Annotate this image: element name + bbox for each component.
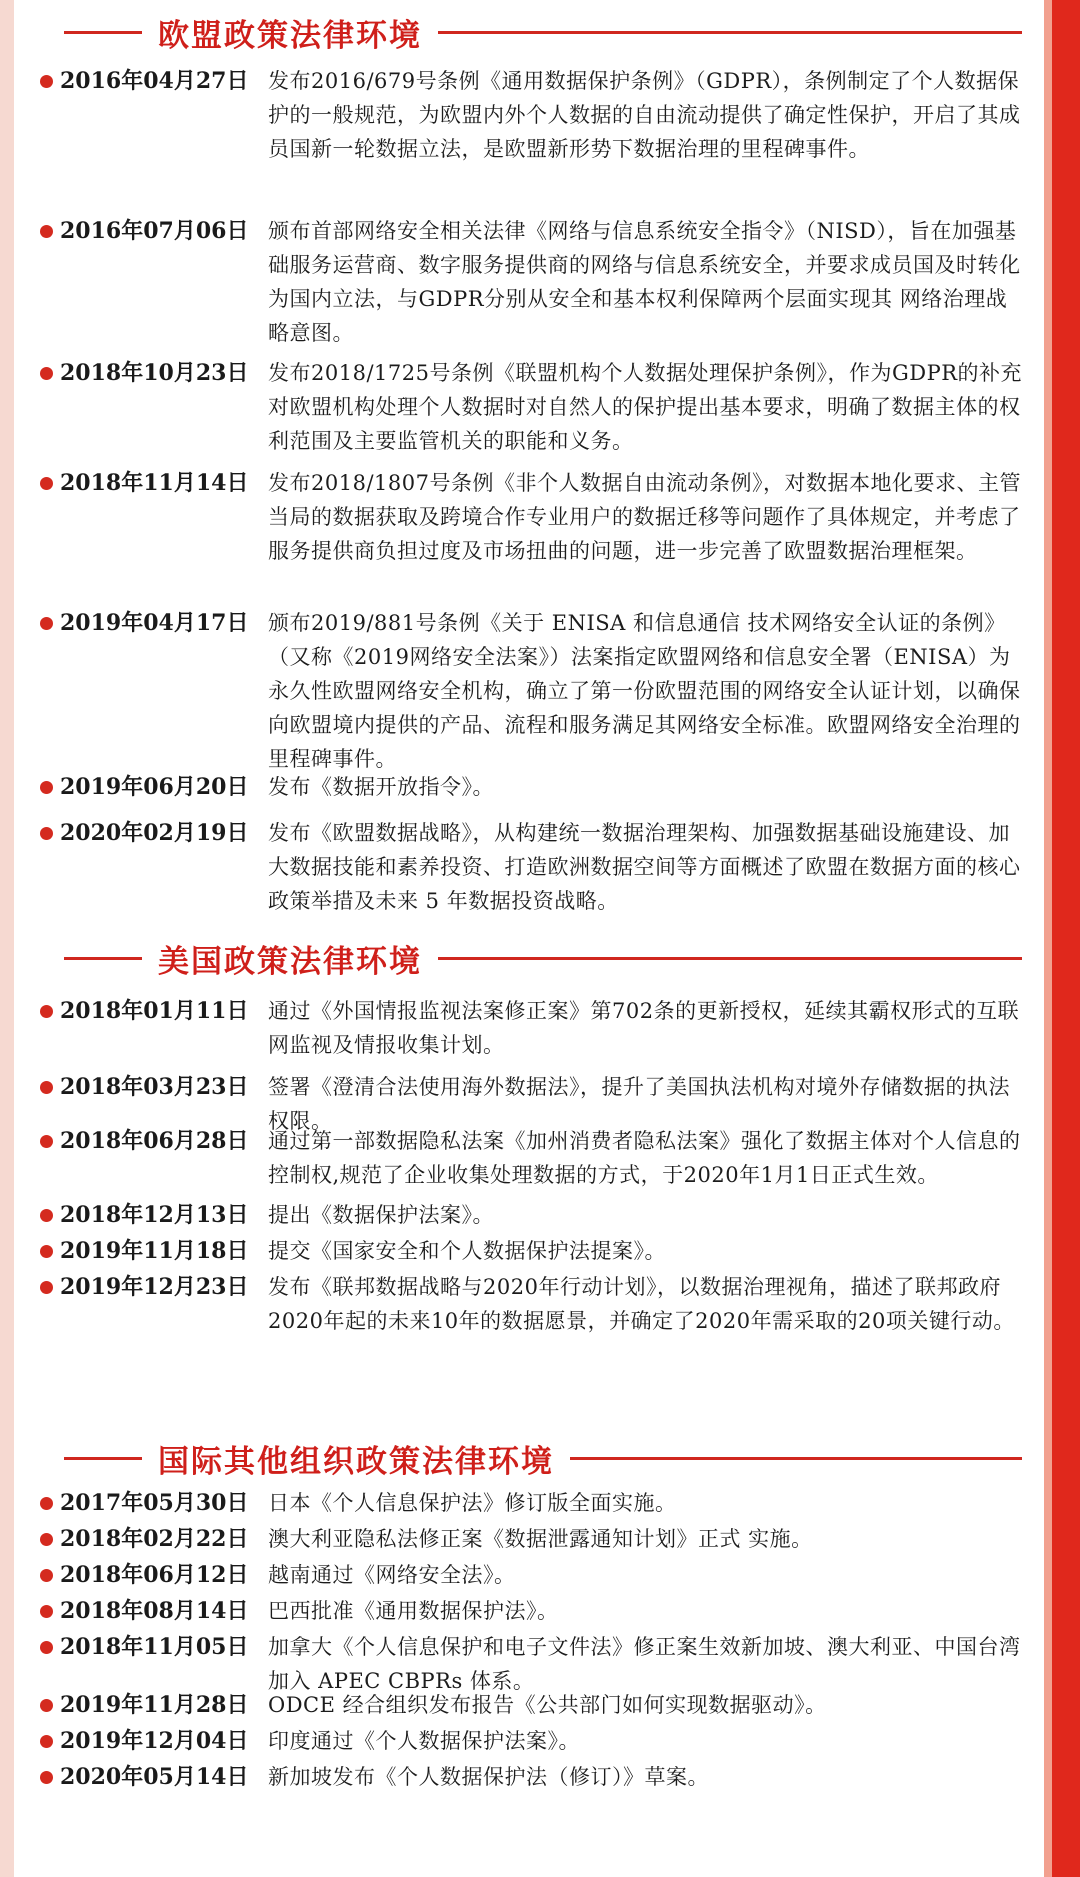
section-title [30, 1426, 1040, 1490]
bullet-dot-icon [40, 1605, 53, 1618]
timeline-item [30, 214, 1040, 350]
timeline-item [30, 64, 1040, 166]
title-line-right [438, 31, 1022, 34]
item-description: 日本《个人信息保护法》修订版全面实施。 [268, 1491, 677, 1515]
timeline-item [30, 606, 1040, 776]
bullet-dot-icon [40, 225, 53, 238]
item-description: 通过第一部数据隐私法案《加州消费者隐私法案》强化了数据主体对个人信息的控制权,规范了企业收集处理数据的方式，于2020年1月1日正式生效。 [268, 1129, 1021, 1187]
timeline-item [30, 466, 1040, 568]
item-date: 2019年12月23日 [60, 1274, 249, 1300]
item-date: 2019年11月18日 [60, 1238, 249, 1264]
item-description: 发布《数据开放指令》。 [268, 775, 494, 799]
timeline-item [30, 1594, 1040, 1628]
timeline-item [30, 1270, 1040, 1338]
timeline-item [30, 1724, 1040, 1758]
bullet-dot-icon [40, 781, 53, 794]
timeline-item [30, 1124, 1040, 1192]
timeline-item [30, 1522, 1040, 1556]
item-description: 发布2018/1807号条例《非个人数据自由流动条例》，对数据本地化要求、主管当局的数据获取及跨境合作专业用户的数据迁移等问题作了具体规定，并考虑了服务提供商负担过度及市场扭曲的问题，进一步完善了欧盟数据治理框架。 [268, 471, 1021, 563]
left-border-stripe [0, 0, 14, 1877]
item-date: 2019年04月17日 [60, 610, 249, 636]
item-description: 颁布2019/881号条例《关于 ENISA 和信息通信 技术网络安全认证的条例》（又称《2019网络安全法案》）法案指定欧盟网络和信息安全署（ENISA）为永久性欧盟网络安全机构，确立了第一份欧盟范围的网络安全认证计划，以确保向欧盟境内提供的产品、流程和服务满足其网络安全标准。欧盟网络安全治理的里程碑事件。 [268, 611, 1021, 771]
title-line-right [438, 957, 1022, 960]
item-date: 2016年07月06日 [60, 218, 249, 244]
item-description: 发布2018/1725号条例《联盟机构个人数据处理保护条例》，作为GDPR的补充对欧盟机构处理个人数据时对自然人的保护提出基本要求，明确了数据主体的权利范围及主要监管机关的职能和义务。 [268, 361, 1023, 453]
right-border-stripe-light [1044, 0, 1052, 1877]
item-description: 签署《澄清合法使用海外数据法》，提升了美国执法机构对境外存储数据的执法权限。 [268, 1075, 1010, 1133]
item-date: 2017年05月30日 [60, 1490, 249, 1516]
bullet-dot-icon [40, 1135, 53, 1148]
item-date: 2018年02月22日 [60, 1526, 249, 1552]
item-description: 印度通过《个人数据保护法案》。 [268, 1729, 580, 1753]
timeline-item [30, 816, 1040, 918]
item-description: 发布《欧盟数据战略》，从构建统一数据治理架构、加强数据基础设施建设、加大数据技能和素养投资、打造欧洲数据空间等方面概述了欧盟在数据方面的核心政策举措及未来 5 年数据投资战略。 [268, 821, 1021, 913]
bullet-dot-icon [40, 1699, 53, 1712]
item-date: 2019年11月28日 [60, 1692, 249, 1718]
timeline-item [30, 1234, 1040, 1268]
item-description: 加拿大《个人信息保护和电子文件法》修正案生效新加坡、澳大利亚、中国台湾加入 APEC CBPRs 体系。 [268, 1635, 1021, 1693]
bullet-dot-icon [40, 1209, 53, 1222]
item-description: 提交《国家安全和个人数据保护法提案》。 [268, 1239, 666, 1263]
bullet-dot-icon [40, 827, 53, 840]
item-description: 通过《外国情报监视法案修正案》第702条的更新授权，延续其霸权形式的互联网监视及情报收集计划。 [268, 999, 1020, 1057]
bullet-dot-icon [40, 1569, 53, 1582]
bullet-dot-icon [40, 477, 53, 490]
bullet-dot-icon [40, 1245, 53, 1258]
item-description: 澳大利亚隐私法修正案《数据泄露通知计划》正式 实施。 [268, 1527, 813, 1551]
timeline-item [30, 1760, 1040, 1794]
timeline-item [30, 1198, 1040, 1232]
item-date: 2018年11月05日 [60, 1634, 249, 1660]
bullet-dot-icon [40, 1771, 53, 1784]
timeline-item [30, 356, 1040, 458]
section-title [30, 926, 1040, 990]
bullet-dot-icon [40, 75, 53, 88]
title-line-left [64, 957, 142, 960]
section-title-text: 欧盟政策法律环境 [158, 17, 422, 54]
section-title-text: 国际其他组织政策法律环境 [158, 1443, 554, 1480]
timeline-item [30, 1558, 1040, 1592]
bullet-dot-icon [40, 1735, 53, 1748]
section-title [30, 0, 1040, 64]
item-date: 2018年01月11日 [60, 998, 249, 1024]
bullet-dot-icon [40, 1641, 53, 1654]
right-border-stripe [1052, 0, 1080, 1877]
bullet-dot-icon [40, 367, 53, 380]
item-date: 2018年10月23日 [60, 360, 249, 386]
item-date: 2018年08月14日 [60, 1598, 249, 1624]
item-date: 2020年05月14日 [60, 1764, 249, 1790]
timeline-item [30, 770, 1040, 804]
title-line-left [64, 31, 142, 34]
item-description: 越南通过《网络安全法》。 [268, 1563, 516, 1587]
item-date: 2018年12月13日 [60, 1202, 249, 1228]
bullet-dot-icon [40, 1281, 53, 1294]
item-date: 2018年03月23日 [60, 1074, 249, 1100]
bullet-dot-icon [40, 1005, 53, 1018]
item-date: 2018年06月28日 [60, 1128, 249, 1154]
section-title-text: 美国政策法律环境 [158, 943, 422, 980]
item-date: 2016年04月27日 [60, 68, 249, 94]
item-description: 新加坡发布《个人数据保护法（修订）》草案。 [268, 1765, 709, 1789]
bullet-dot-icon [40, 1497, 53, 1510]
item-description: 发布2016/679号条例《通用数据保护条例》（GDPR），条例制定了个人数据保护的一般规范，为欧盟内外个人数据的自由流动提供了确定性保护，开启了其成员国新一轮数据立法，是欧盟新形势下数据治理的里程碑事件。 [268, 69, 1021, 161]
bullet-dot-icon [40, 617, 53, 630]
item-date: 2019年12月04日 [60, 1728, 249, 1754]
item-date: 2018年06月12日 [60, 1562, 249, 1588]
bullet-dot-icon [40, 1533, 53, 1546]
timeline-item [30, 1688, 1040, 1722]
item-description: 巴西批准《通用数据保护法》。 [268, 1599, 559, 1623]
title-line-right [570, 1457, 1022, 1460]
item-description: 颁布首部网络安全相关法律《网络与信息系统安全指令》（NISD），旨在加强基础服务运营商、数字服务提供商的网络与信息系统安全，并要求成员国及时转化为国内立法，与GDPR分别从安全和基本权利保障两个层面实现其 网络治理战略意图。 [268, 219, 1021, 345]
item-date: 2018年11月14日 [60, 470, 249, 496]
title-line-left [64, 1457, 142, 1460]
item-description: ODCE 经合组织发布报告《公共部门如何实现数据驱动》。 [268, 1693, 827, 1717]
timeline-item [30, 1486, 1040, 1520]
item-date: 2020年02月19日 [60, 820, 249, 846]
bullet-dot-icon [40, 1081, 53, 1094]
item-description: 发布《联邦数据战略与2020年行动计划》，以数据治理视角，描述了联邦政府2020年起的未来10年的数据愿景，并确定了2020年需采取的20项关键行动。 [268, 1275, 1015, 1333]
timeline-item [30, 994, 1040, 1062]
item-description: 提出《数据保护法案》。 [268, 1203, 494, 1227]
item-date: 2019年06月20日 [60, 774, 249, 800]
